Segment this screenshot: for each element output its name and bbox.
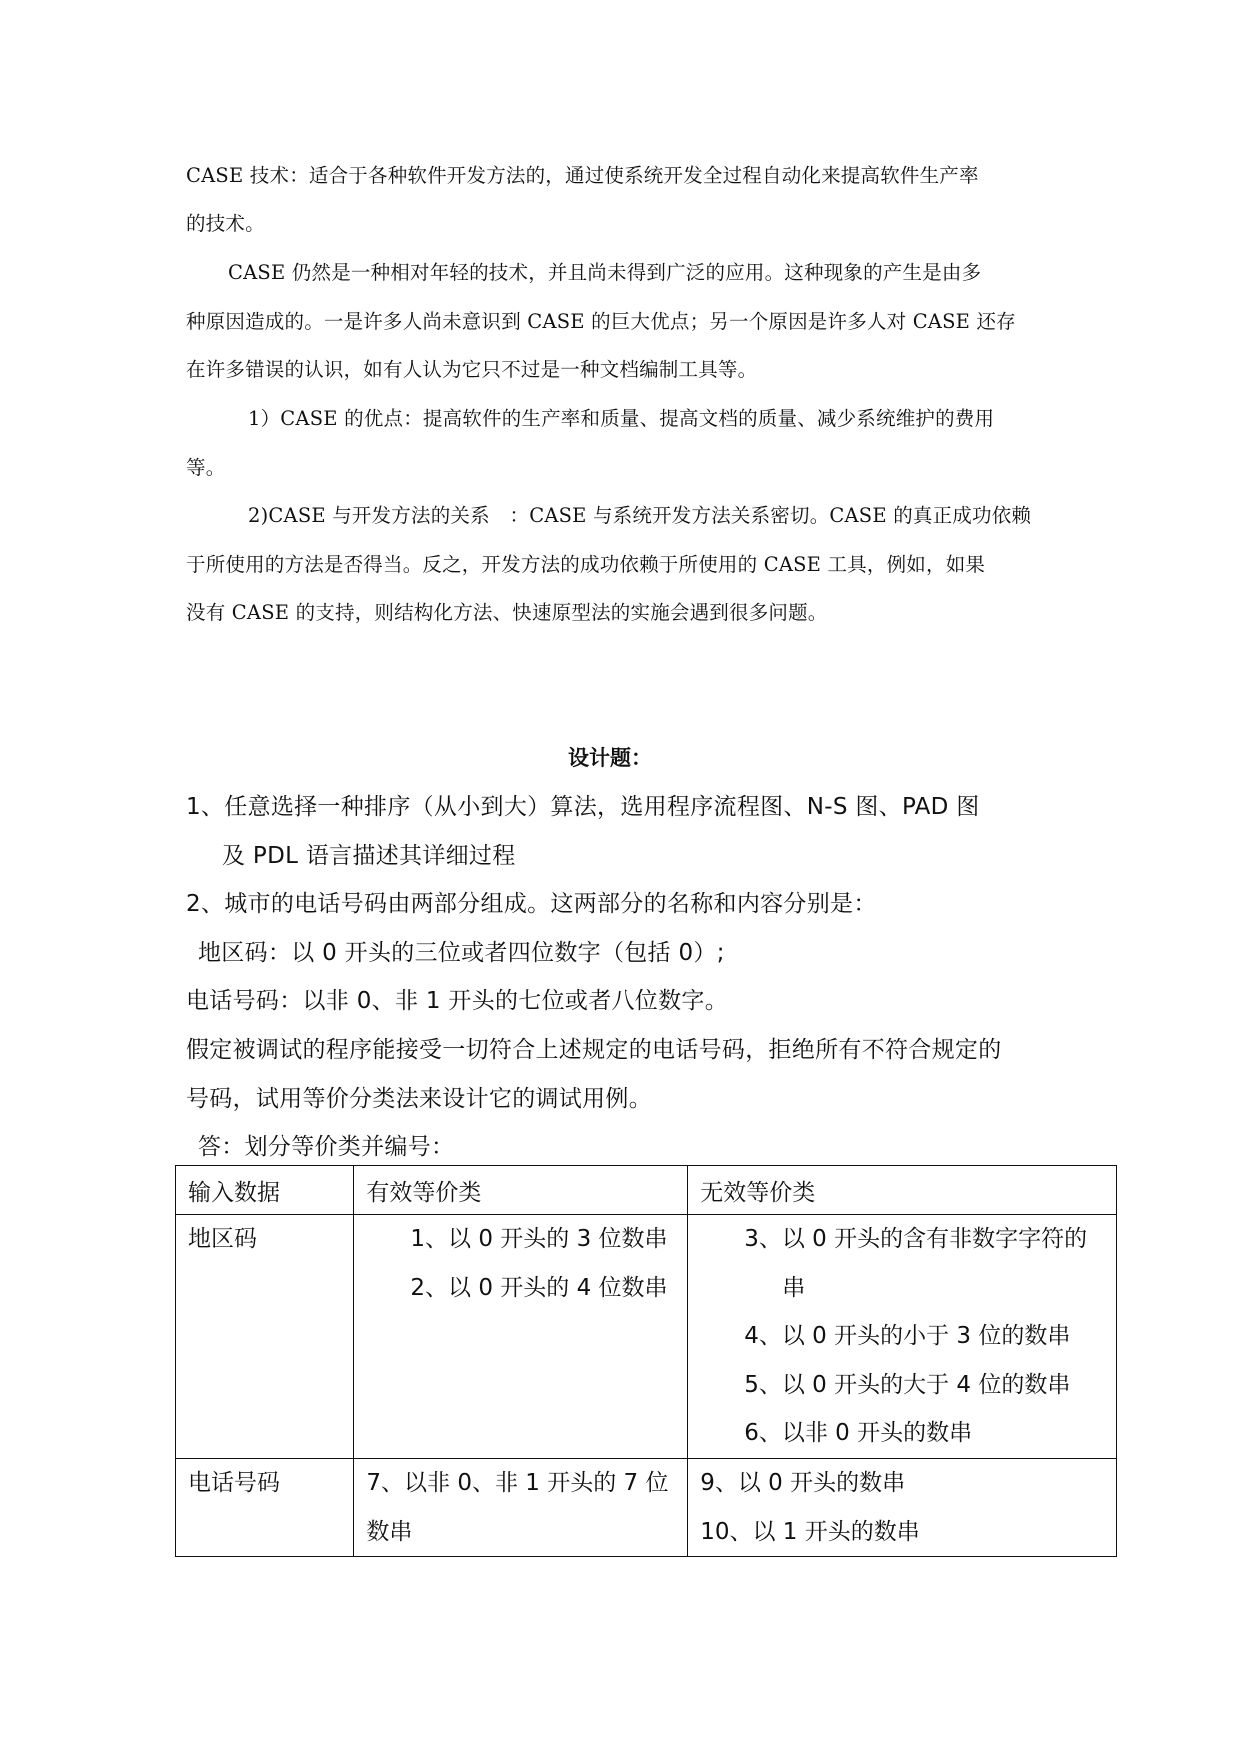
question-1-line-2: 及 PDL 语言描述其详细过程 (222, 843, 516, 869)
case-status-line-3: 在许多错误的认识，如有人认为它只不过是一种文档编制工具等。 (186, 358, 758, 381)
invalid-class-item: 6、以非 0 开头的数串 (744, 1420, 973, 1446)
header-invalid-classes: 无效等价类 (688, 1166, 1117, 1215)
invalid-class-item: 3、以 0 开头的含有非数字字符的 (744, 1226, 1088, 1252)
invalid-class-item: 5、以 0 开头的大于 4 位的数串 (744, 1371, 1071, 1398)
row-label (176, 1459, 354, 1557)
design-heading: 设计题： (568, 745, 652, 770)
invalid-class-item: 4、以 0 开头的小于 3 位的数串 (744, 1323, 1071, 1349)
case-methods-line-2: 于所使用的方法是否得当。反之，开发方法的成功依赖于所使用的 CASE 工具，例如，如果 (186, 553, 986, 576)
case-methods-line-1: 2)CASE 与开发方法的关系 ：CASE 与系统开发方法关系密切。CASE 的真正成功依赖 (248, 504, 1032, 527)
valid-classes-cell (354, 1215, 688, 1459)
valid-classes-cell (354, 1459, 688, 1557)
valid-class-item-continued: 数串 (366, 1518, 413, 1545)
question-1-line-1: 1、任意选择一种排序（从小到大）算法，选用程序流程图、N-S 图、PAD 图 (186, 794, 980, 820)
invalid-classes-cell (688, 1215, 1117, 1459)
question-2-area-code: 地区码：以 0 开头的三位或者四位数字（包括 0）; (198, 940, 725, 966)
case-definition-line-1: CASE 技术：适合于各种软件开发方法的，通过使系统开发全过程自动化来提高软件生产率 (186, 164, 979, 187)
row-label (176, 1215, 354, 1459)
row-label-text: 电话号码 (188, 1470, 280, 1496)
case-advantages-line-1: 1）CASE 的优点：提高软件的生产率和质量、提高文档的质量、减少系统维护的费用 (248, 407, 995, 430)
equivalence-class-table (175, 1165, 1117, 1557)
question-2-line-5: 号码，试用等价分类法来设计它的调试用例。 (186, 1086, 652, 1112)
valid-class-item: 2、以 0 开头的 4 位数串 (410, 1274, 668, 1301)
valid-class-item: 7、以非 0、非 1 开头的 7 位 (366, 1470, 669, 1496)
table-row-area-code (176, 1215, 1117, 1459)
case-status-line-2: 种原因造成的。一是许多人尚未意识到 CASE 的巨大优点；另一个原因是许多人对 CASE 还存 (186, 310, 1016, 333)
answer-intro: 答：划分等价类并编号： (198, 1134, 455, 1160)
case-definition-line-2: 的技术。 (186, 212, 265, 235)
case-methods-line-3: 没有 CASE 的支持，则结构化方法、快速原型法的实施会遇到很多问题。 (186, 601, 828, 624)
table-row-phone-number (176, 1459, 1117, 1557)
case-status-line-1: CASE 仍然是一种相对年轻的技术，并且尚未得到广泛的应用。这种现象的产生是由多 (228, 261, 982, 284)
row-label-text: 地区码 (188, 1226, 257, 1252)
header-valid-classes: 有效等价类 (354, 1166, 688, 1215)
invalid-class-item: 10、以 1 开头的数串 (700, 1518, 920, 1545)
valid-class-item: 1、以 0 开头的 3 位数串 (410, 1226, 668, 1252)
header-input-data: 输入数据 (176, 1166, 354, 1215)
invalid-classes-cell (688, 1459, 1117, 1557)
invalid-class-item: 9、以 0 开头的数串 (700, 1470, 906, 1496)
question-2-line-1: 2、城市的电话号码由两部分组成。这两部分的名称和内容分别是： (186, 891, 877, 917)
question-2-phone-number: 电话号码：以非 0、非 1 开头的七位或者八位数字。 (186, 988, 728, 1014)
question-2-line-4: 假定被调试的程序能接受一切符合上述规定的电话号码，拒绝所有不符合规定的 (186, 1037, 1002, 1063)
invalid-class-item-continued: 串 (782, 1274, 806, 1301)
case-advantages-line-2: 等。 (186, 456, 226, 479)
table-header-row (176, 1166, 1117, 1215)
